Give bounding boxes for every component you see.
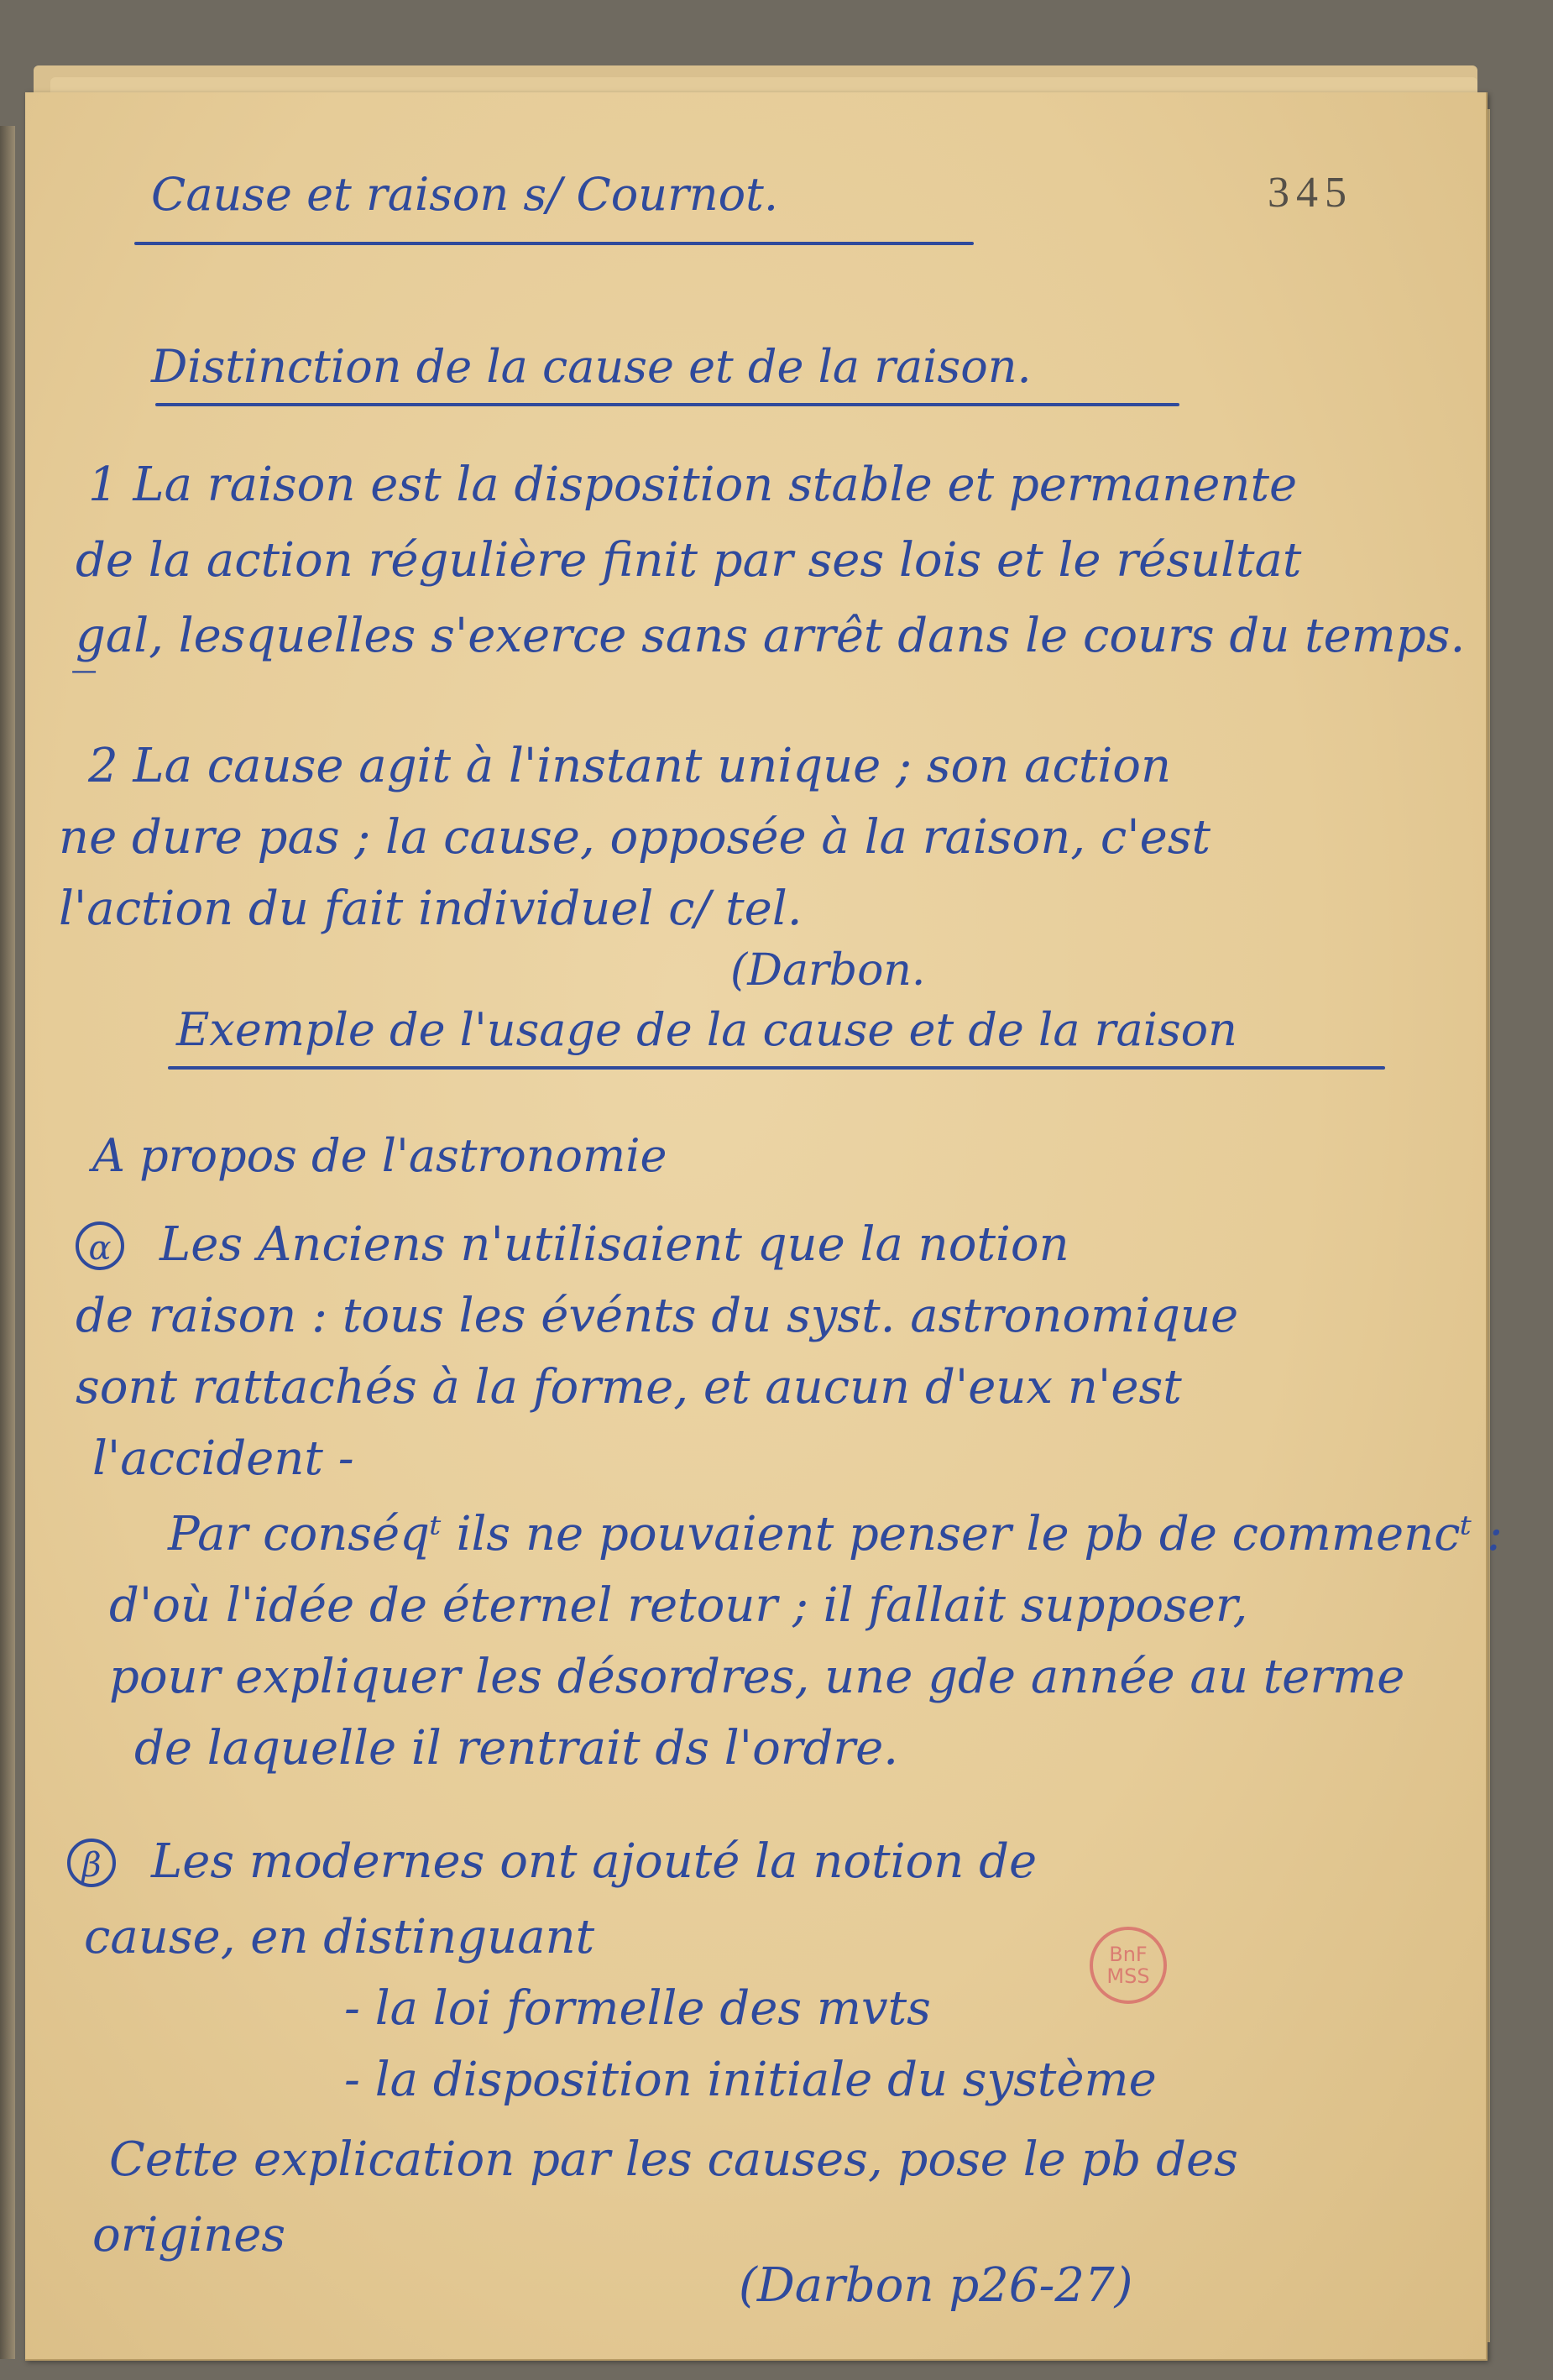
beta-line: cause, en distinguant [84,1910,595,1964]
closing-line: Cette explication par les causes, pose le pb des [109,2132,1238,2187]
beta-line: - la loi formelle des mvts [344,1981,931,2036]
alpha-line: sont rattachés à la forme, et aucun d'eux n'est [76,1360,1182,1415]
beta-line: - la disposition initiale du système [344,2053,1157,2107]
page-title: Cause et raison s/ Cournot. [151,168,779,221]
example-heading: Exemple de l'usage de la cause et de la raison [176,1003,1237,1056]
page-number: 345 [1268,169,1353,217]
consequence-line: de laquelle il rentrait ds l'ordre. [134,1721,899,1776]
reference-darbon-pages: (Darbon p26-27) [739,2258,1133,2313]
alpha-line: Les Anciens n'utilisaient que la notion [159,1217,1069,1272]
stamp-text-bottom: MSS [1106,1964,1150,1988]
item-1-line: g̲al, lesquelles s'exerce sans arrêt dans le cours du temps. [76,609,1466,663]
book-spine [0,126,15,2359]
section-heading: Distinction de la cause et de la raison. [151,340,1032,393]
consequence-line: Par conséqᵗ ils ne pouvaient penser le pb de commencᵗ : [168,1507,1503,1561]
item-2-line: 2 La cause agit à l'instant unique ; son action [88,739,1172,793]
consequence-line: d'où l'idée de éternel retour ; il fallait supposer, [109,1578,1248,1633]
section-heading-underline [155,403,1179,406]
stamp-text-top: BnF [1109,1943,1148,1966]
consequence-line: pour expliquer les désordres, une gde année au terme [109,1650,1405,1704]
item-2-line: ne dure pas ; la cause, opposée à la raison, c'est [59,810,1211,865]
beta-marker: β [67,1839,116,1887]
bnf-library-stamp [1090,1927,1167,2004]
item-1-line: de la action régulière finit par ses lois et le résultat [76,533,1302,588]
item-1-line: 1 La raison est la disposition stable et permanente [88,458,1298,512]
alpha-line: l'accident - [92,1431,354,1486]
closing-line: origines [92,2208,286,2262]
manuscript-page [25,92,1503,2361]
alpha-marker: α [76,1221,124,1270]
item-2-line: l'action du fait individuel c/ tel. [59,881,803,936]
beta-line: Les modernes ont ajouté la notion de [151,1834,1038,1889]
astronomy-heading: A propos de l'astronomie [92,1129,667,1182]
reference-darbon: (Darbon. [730,945,926,996]
example-heading-underline [168,1066,1385,1070]
alpha-line: de raison : tous les événts du syst. astronomique [76,1289,1239,1343]
title-underline [134,242,974,245]
